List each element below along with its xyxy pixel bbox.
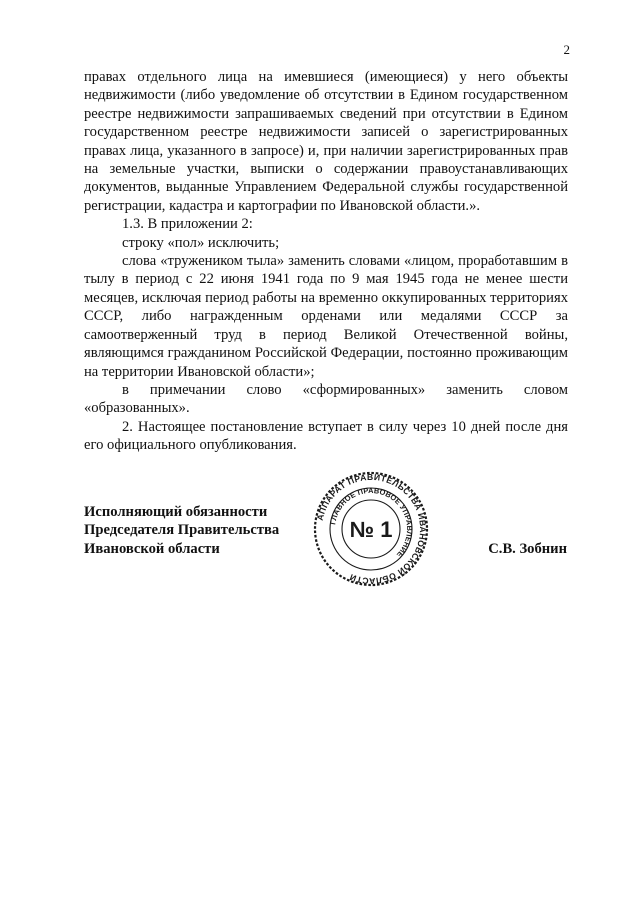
paragraph-continuation: правах отдельного лица на имевшиеся (имеющиеся) у него объекты недвижимости (либо уведомление об отсутствии в Едином государственном реестре недвижимости запрашиваемых сведений при отсутствии в Едином государственном реестре недвижимости записей о зарегистрированных правах лица, указанного в запросе) и, при наличии зарегистрированных прав на земельные участки, выписки о содержании правоустанавливающих документов, выданные Управлением Федеральной службы государственной регистрации, кадастра и картографии по Ивановской области.». <box>84 69 568 214</box>
paragraph-replace-words: слова «тружеником тыла» заменить словами «лицом, проработавшим в тылу в период с 22 июня 1941 года по 9 мая 1945 года не менее шести месяцев, исключая период работы на временно оккупированных территориях СССР, либо награжденным орденами или медалями СССР за самоотверженный труд в период Великой Отечественной войны, являющимся гражданином Российской Федерации, постоянно проживающим на территории Ивановской области»; <box>84 253 568 380</box>
seal-outer-text: АППАРАТ ПРАВИТЕЛЬСТВА ИВАНОВСКОЙ ОБЛАСТИ <box>314 471 429 587</box>
signatory-name: С.В. Зобнин <box>488 541 567 557</box>
document-body <box>84 68 568 455</box>
paragraph-effective-date: 2. Настоящее постановление вступает в силу через 10 дней после дня его официального опубликования. <box>84 418 568 454</box>
seal-inner-text: ГЛАВНОЕ ПРАВОВОЕ УПРАВЛЕНИЕ <box>328 485 415 560</box>
signatory-position-line: Ивановской области <box>84 540 220 557</box>
paragraph-remove-gender: строку «пол» исключить; <box>122 234 280 251</box>
paragraph-note-replace: в примечании слово «сформированных» заменить словом «образованных». <box>84 381 568 417</box>
signatory-position-line: Исполняющий обязанности <box>84 504 268 520</box>
official-seal <box>313 471 429 587</box>
signatory-position <box>84 503 324 558</box>
seal-number: № 1 <box>349 517 393 542</box>
signatory-position-line: Председателя Правительства <box>84 522 280 539</box>
paragraph-item-1-3: 1.3. В приложении 2: <box>122 216 253 233</box>
page-number: 2 <box>563 42 570 57</box>
